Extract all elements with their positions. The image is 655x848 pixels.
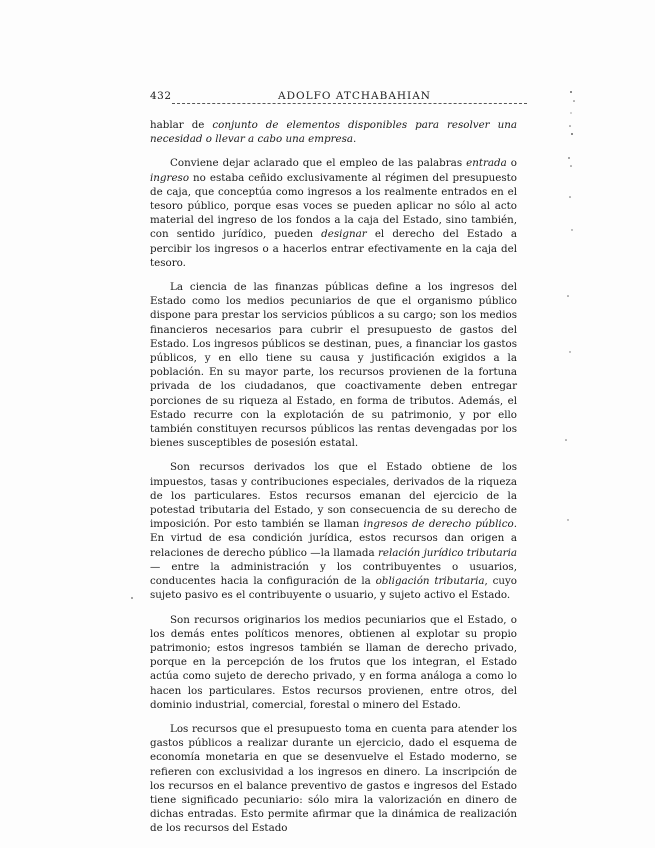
italic-term: conjunto de elementos disponibles para resolver una necesidad o llevar a cabo una empresa. [150, 119, 517, 146]
italic-term: designar [321, 228, 367, 241]
paragraph-6 [150, 722, 517, 836]
text-run: La ciencia de las finanzas públicas define a los ingresos del Estado como los medios pecuniarios de que el organismo público dispone para prestar los servicios públicos a su cargo; son los medios financieros necesarios para cubrir el presupuesto de gastos del Estado. Los ingresos públicos se destinan, pues, a financiar los gastos públicos, y en ello tiene su causa y justificación exigidos a la población. En su mayor parte, los recursos provienen de la fortuna privada de los ciudadanos, que coactivamente deben entregar porciones de su riqueza al Estado, en forma de tributos. Además, el Estado recurre con la explotación de su patrimonio, y por ello también constituyen recursos públicos las rentas devengadas por los bienes susceptibles de posesión estatal. [150, 281, 517, 450]
text-run: — entre la administración y los contribuyentes o usuarios, conducentes hacia la configuración de la [150, 560, 517, 588]
paragraph-4 [150, 460, 517, 602]
text-run: Son recursos originarios los medios pecuniarios que el Estado, o los demás entes políticos menores, obtienen al explotar su propio patrimonio; estos ingresos también se llaman de derecho privado, porque en la percepción de los frutos que los integran, el Estado actúa como sujeto de derecho privado, y en forma análoga a como lo hacen los particulares. Estos recursos provienen, entre otros, del dominio industrial, comercial, forestal o minero del Estado. [150, 613, 517, 711]
text-run: no estaba ceñido exclusivamente al régimen del presupuesto de caja, que conceptúa como ingresos a los realmente entrados en el tesoro público, porque esas voces se pueden aplicar no sólo al acto material del ingreso de los fondos a la caja del Estado, sino también, con sentido jurídico, pueden [150, 171, 517, 241]
text-run: , cuyo sujeto pasivo es el contribuyente o usuario, y sujeto activo el Estado. [150, 575, 517, 602]
paragraph-5 [150, 613, 517, 712]
text-run: o [506, 157, 517, 170]
body-text [150, 118, 517, 846]
italic-term: obligación tributaria [375, 575, 485, 588]
running-head: ADOLFO ATCHABAHIAN [278, 90, 431, 102]
page-number: 432 [150, 90, 172, 102]
text-run: . En virtud de esa condición jurídica, estos recursos dan origen a relaciones de derecho público —la llamada [150, 518, 517, 559]
text-run: el derecho del Estado a percibir los ingresos o a hacerlos entrar efectivamente en la caja del tesoro. [150, 228, 517, 269]
italic-term: relación jurídico tributaria [377, 546, 518, 559]
paragraph-1 [150, 118, 517, 146]
header-rule [172, 103, 527, 104]
text-run: Conviene dejar aclarado que el empleo de las palabras [170, 157, 467, 170]
text-run: Los recursos que el presupuesto toma en cuenta para atender los gastos públicos a realizar durante un ejercicio, dado el esquema de economía monetaria en que se desenvuelve el Estado moderno, se refieren con exclusividad a los ingresos en dinero. La inscripción de los recursos en el balance preventivo de gastos e ingresos del Estado tiene significado pecuniario: sólo mira la valorización en dinero de dichas entradas. Esto permite afirmar que la dinámica de realización de los recursos del Estado [150, 722, 517, 835]
paragraph-2 [150, 156, 517, 270]
italic-term: ingreso [150, 171, 190, 184]
italic-term: entrada [466, 157, 507, 170]
text-run: Son recursos derivados los que el Estado obtiene de los impuestos, tasas y contribuciones especiales, derivados de la riqueza de los particulares. Estos recursos emanan del ejercicio de la potestad tributaria del Estado, y son consecuencia de su derecho de imposición. Por esto también se llaman [150, 461, 517, 531]
text-run: hablar de [150, 119, 213, 131]
paragraph-3 [150, 280, 517, 450]
page-header [150, 90, 515, 108]
italic-term: ingresos de derecho público [363, 518, 514, 531]
